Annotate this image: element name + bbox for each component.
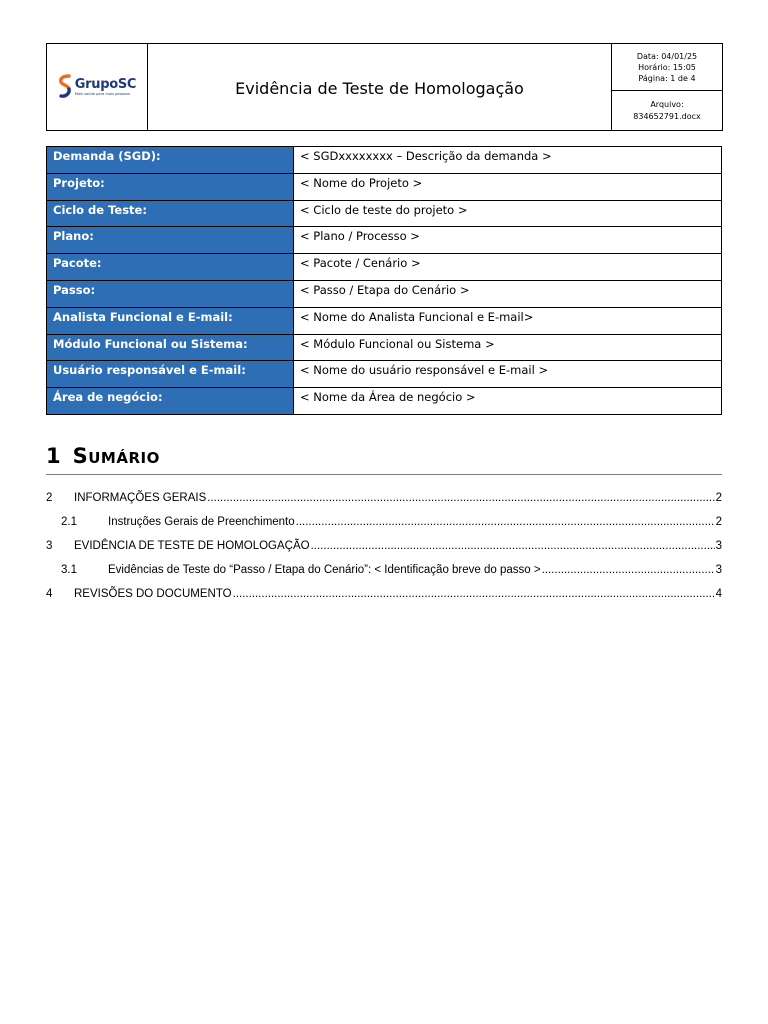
meta-time: Horário: 15:05 [638, 62, 696, 72]
row-label: Ciclo de Teste: [47, 200, 294, 227]
row-value: < Nome do usuário responsável e E-mail > [294, 361, 722, 388]
table-row [47, 147, 722, 174]
document-title: Evidência de Teste de Homologação [148, 44, 612, 130]
meta-page: Página: 1 de 4 [638, 73, 696, 83]
row-value: < Ciclo de teste do projeto > [294, 200, 722, 227]
company-logo [58, 74, 136, 100]
row-label: Módulo Funcional ou Sistema: [47, 334, 294, 361]
toc-title[interactable]: Evidências de Teste do “Passo / Etapa do Cenário”: < Identificação breve do passo > [108, 564, 541, 576]
table-row [47, 227, 722, 254]
table-of-contents [46, 486, 722, 606]
toc-number: 4 [46, 588, 53, 600]
table-row [47, 280, 722, 307]
row-label: Área de negócio: [47, 388, 294, 415]
toc-entry[interactable] [46, 558, 722, 582]
table-row [47, 173, 722, 200]
logo-cell [47, 44, 148, 130]
section-number: 1 [46, 444, 61, 468]
toc-title[interactable]: INFORMAÇÕES GERAIS [74, 492, 207, 504]
meta-datetime [612, 44, 722, 91]
toc-title[interactable]: REVISÕES DO DOCUMENTO [74, 588, 232, 600]
toc-entry[interactable] [46, 486, 722, 510]
info-table [46, 146, 722, 415]
toc-page: 4 [715, 588, 722, 600]
row-label: Demanda (SGD): [47, 147, 294, 174]
toc-page: 2 [715, 492, 722, 504]
toc-entry[interactable] [46, 534, 722, 558]
logo-s-icon [58, 74, 72, 100]
row-value: < Nome do Projeto > [294, 173, 722, 200]
table-row [47, 200, 722, 227]
row-value: < Plano / Processo > [294, 227, 722, 254]
row-value: < Nome da Área de negócio > [294, 388, 722, 415]
toc-page: 2 [715, 516, 722, 528]
row-label: Passo: [47, 280, 294, 307]
table-row [47, 254, 722, 281]
toc-number: 3 [46, 540, 53, 552]
toc-leader [311, 540, 715, 552]
row-value: < Passo / Etapa do Cenário > [294, 280, 722, 307]
row-label: Projeto: [47, 173, 294, 200]
logo-name: GrupoSC [74, 76, 137, 92]
toc-number: 2 [46, 492, 53, 504]
logo-slogan: Mais saúde para mais pessoas. [74, 91, 131, 96]
meta-file-name: 834652791.docx [633, 111, 701, 121]
table-row [47, 361, 722, 388]
toc-page: 3 [715, 540, 722, 552]
row-value: < Módulo Funcional ou Sistema > [294, 334, 722, 361]
toc-leader [542, 564, 715, 576]
section-heading [46, 444, 722, 475]
toc-title[interactable]: Instruções Gerais de Preenchimento [108, 516, 295, 528]
row-label: Plano: [47, 227, 294, 254]
toc-leader [233, 588, 715, 600]
toc-number: 2.1 [61, 516, 77, 528]
document-header [46, 43, 723, 131]
row-value: < Nome do Analista Funcional e E-mail> [294, 307, 722, 334]
toc-leader [296, 516, 715, 528]
row-value: < Pacote / Cenário > [294, 254, 722, 281]
table-row [47, 334, 722, 361]
toc-entry[interactable] [46, 582, 722, 606]
row-value: < SGDxxxxxxxx – Descrição da demanda > [294, 147, 722, 174]
header-meta [612, 44, 722, 130]
table-row [47, 307, 722, 334]
toc-page: 3 [715, 564, 722, 576]
meta-file [612, 91, 722, 130]
table-row [47, 388, 722, 415]
row-label: Analista Funcional e E-mail: [47, 307, 294, 334]
toc-title[interactable]: EVIDÊNCIA DE TESTE DE HOMOLOGAÇÃO [74, 540, 310, 552]
row-label: Pacote: [47, 254, 294, 281]
meta-file-label: Arquivo: [650, 99, 684, 109]
toc-leader [207, 492, 714, 504]
toc-entry[interactable] [46, 510, 722, 534]
row-label: Usuário responsável e E-mail: [47, 361, 294, 388]
toc-number: 3.1 [61, 564, 77, 576]
meta-date: Data: 04/01/25 [636, 51, 698, 61]
section-title: Sumário [72, 444, 160, 468]
